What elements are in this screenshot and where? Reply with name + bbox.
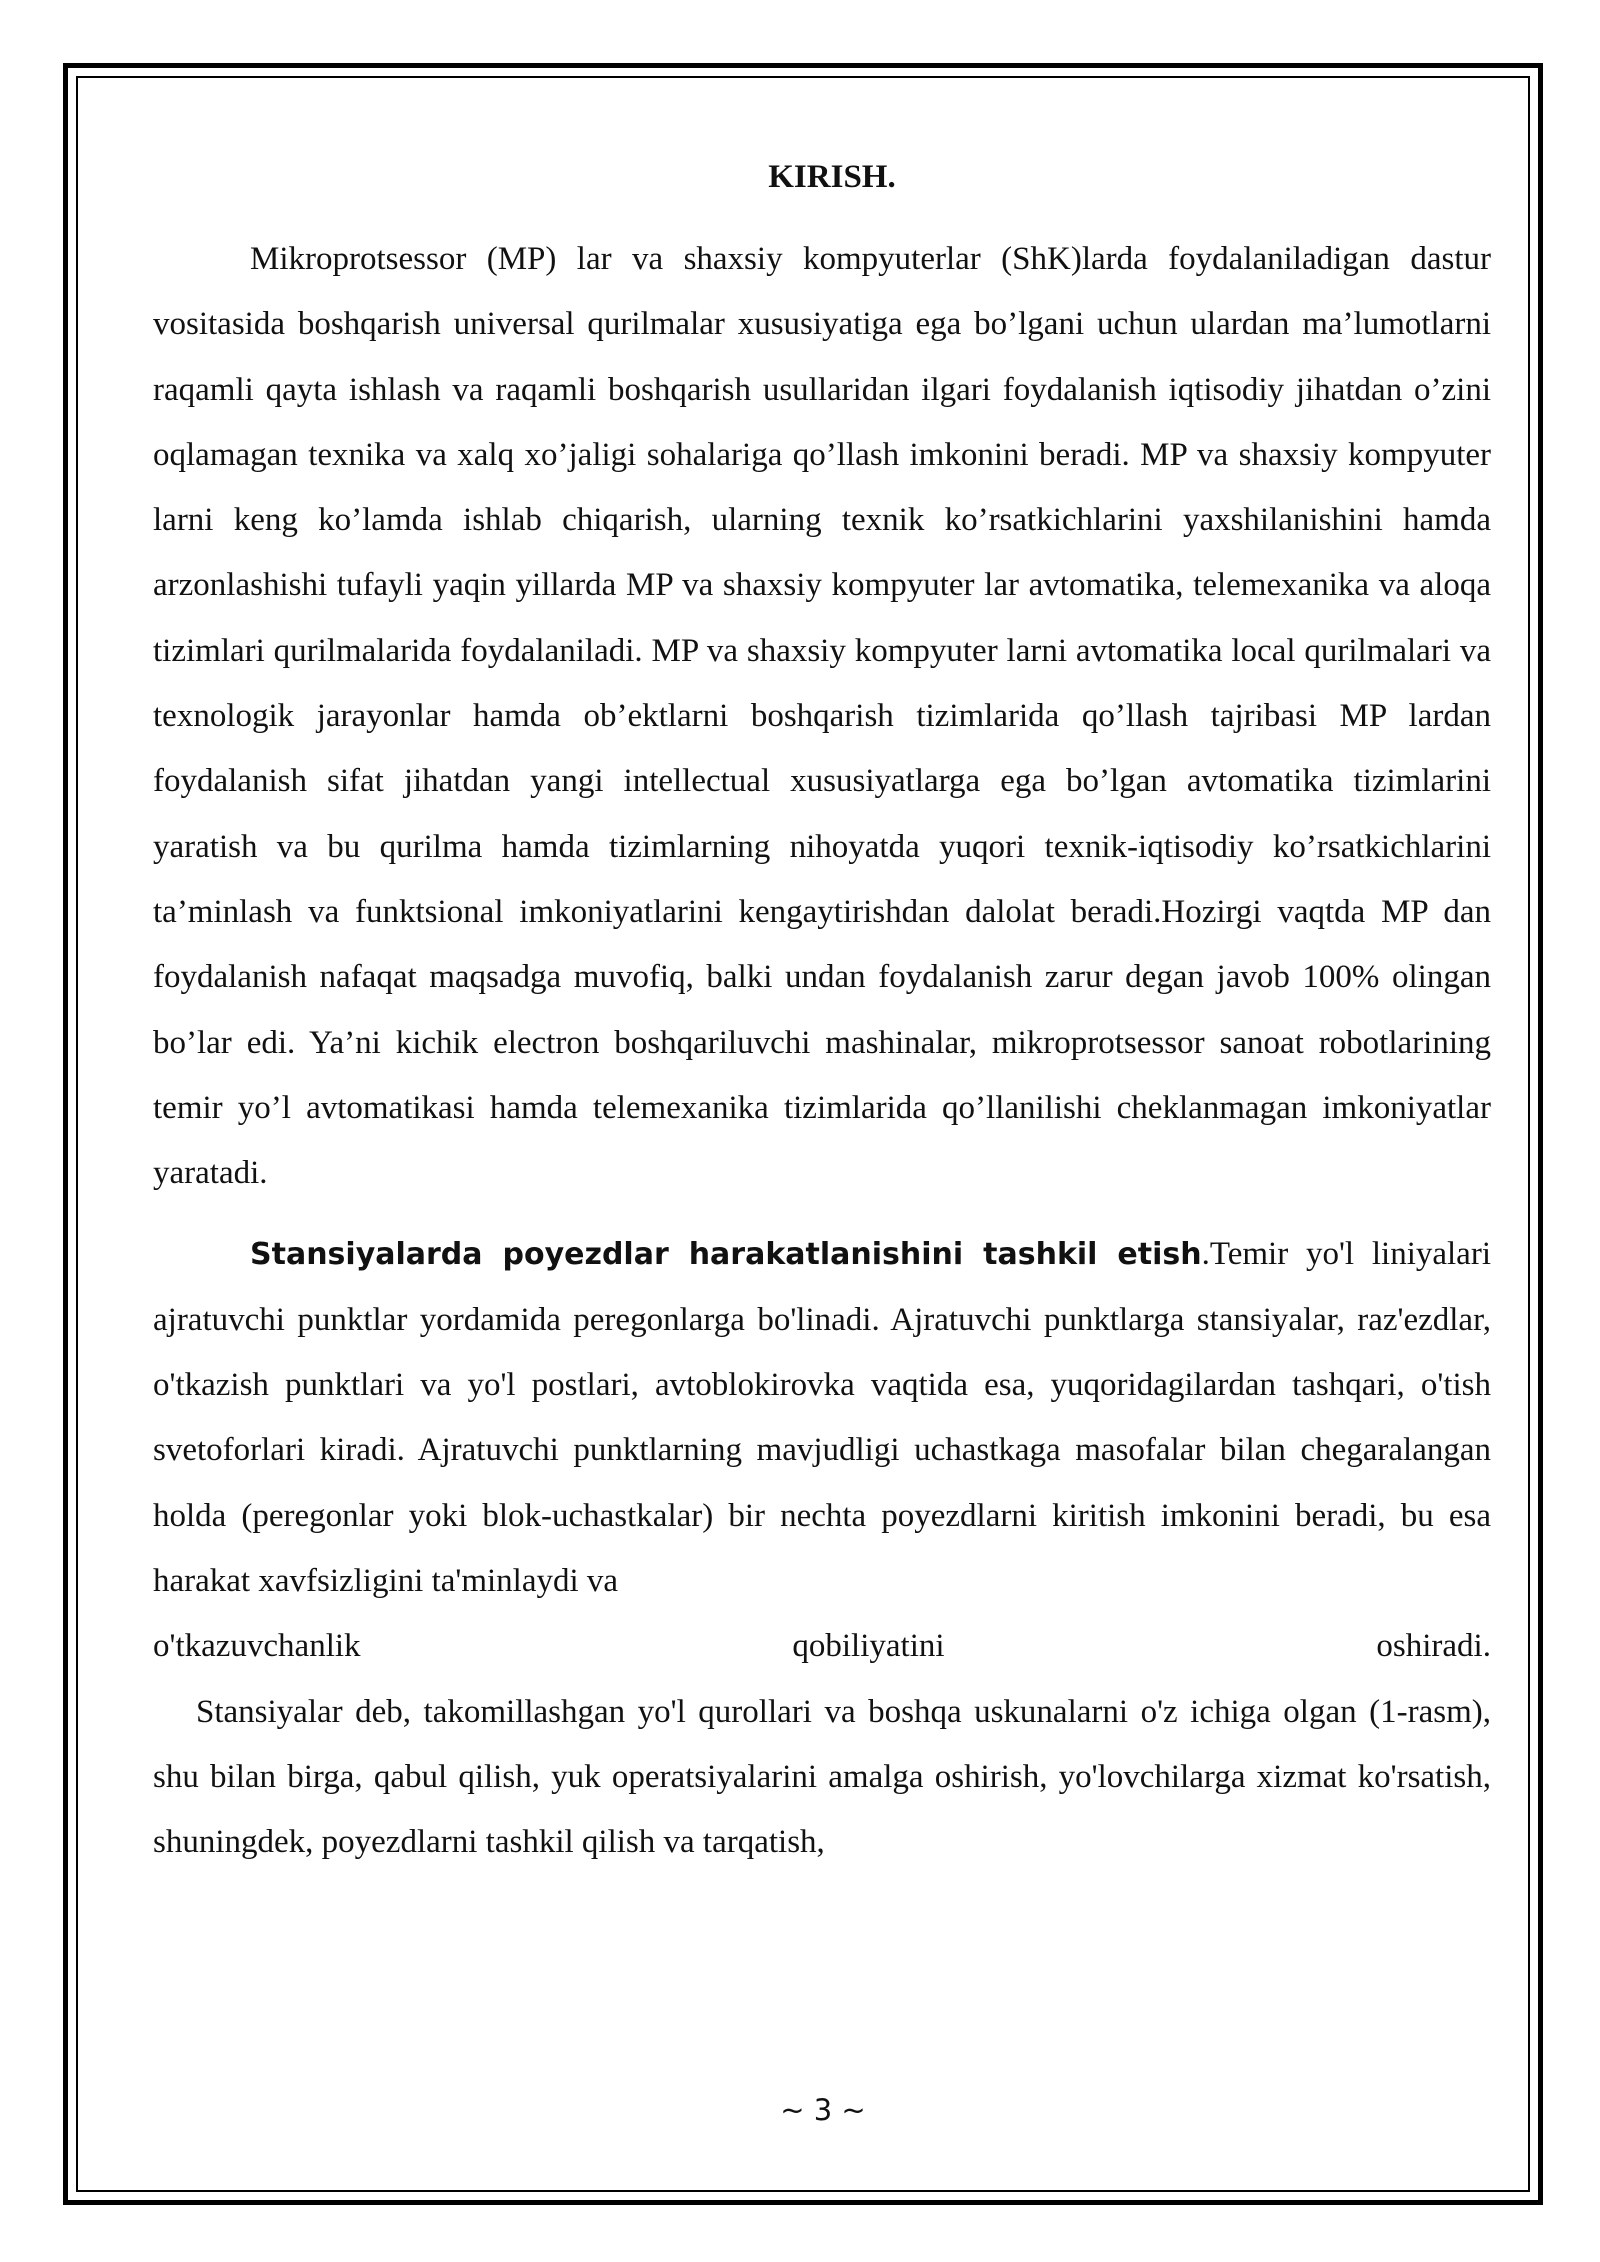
- section-heading: KIRISH.: [768, 159, 896, 195]
- last-line-word: oshiradi.: [1376, 1628, 1491, 1665]
- paragraph-stations: [153, 1222, 1491, 1614]
- last-line-word: o'tkazuvchanlik: [153, 1628, 361, 1665]
- page-number: ~ 3 ~: [780, 2093, 866, 2127]
- paragraph-stations-body: .Temir yo'l liniyalari ajratuvchi punktlar yordamida peregonlarga bo'linadi. Ajratuvchi punktlarga stansiyalar, raz'ezdlar, o'tkazish punktlari va yo'l postlari, avtoblokirovka vaqtida esa, yuqoridagilardan tashqari, o'tish svetoforlari kiradi. Ajratuvchi punktlarning mavjudligi uchastkaga masofalar bilan chegaralangan holda (peregonlar yoki blok-uchastkalar) bir nechta poyezdlarni kiritish imkonini beradi, bu esa harakat xavfsizligini ta'minlaydi va: [153, 1236, 1491, 1599]
- paragraph-station-definition: Stansiyalar deb, takomillashgan yo'l qurollari va boshqa uskunalarni o'z ichiga olgan (1-rasm), shu bilan birga, qabul qilish, yuk operatsiyalarini amalga oshirish, yo'lovchilarga xizmat ko'rsatish, shuningdek, poyezdlarni tashkil qilish va tarqatish,: [153, 1693, 1491, 1861]
- paragraph-intro: Mikroprotsessor (MP) lar va shaxsiy kompyuterlar (ShK)larda foydalaniladigan dastur vositasida boshqarish universal qurilmalar xususiyatiga ega bo’lgani uchun ulardan ma’lumotlarni raqamli qayta ishlash va raqamli boshqarish usullaridan ilgari foydalanish iqtisodiy jihatdan o’zini oqlamagan texnika va xalq xo’jaligi sohalariga qo’llash imkonini beradi. MP va shaxsiy kompyuter larni keng ko’lamda ishlab chiqarish, ularning texnik ko’rsatkichlarini yaxshilanishini hamda arzonlashishi tufayli yaqin yillarda MP va shaxsiy kompyuter lar avtomatika, telemexanika va aloqa tizimlari qurilmalarida foydalaniladi. MP va shaxsiy kompyuter larni avtomatika local qurilmalari va texnologik jarayonlar hamda ob’ektlarni boshqarish tizimlarida qo’llash tajribasi MP lardan foydalanish sifat jihatdan yangi intellectual xususiyatlarga ega bo’lgan avtomatika tizimlarini yaratish va bu qurilma hamda tizimlarning nihoyatda yuqori texnik-iqtisodiy ko’rsatkichlarini ta’minlash va funktsional imkoniyatlarini kengaytirishdan dalolat beradi.Hozirgi vaqtda MP dan foydalanish nafaqat maqsadga muvofiq, balki undan foydalanish zarur degan javob 100% olingan bo’lar edi. Ya’ni kichik electron boshqariluvchi mashinalar, mikroprotsessor sanoat robotlarining temir yo’l avtomatikasi hamda telemexanika tizimlarida qo’llanilishi cheklanmagan imkoniyatlar yaratadi.: [153, 241, 1491, 1192]
- paragraph-lead-bold: Stansiyalarda poyezdlar harakatlanishini tashkil etish: [250, 1237, 1202, 1273]
- last-line-word: qobiliyatini: [792, 1628, 945, 1665]
- document-body: [153, 148, 1491, 1875]
- paragraph-stations-last-line: [153, 1614, 1491, 1679]
